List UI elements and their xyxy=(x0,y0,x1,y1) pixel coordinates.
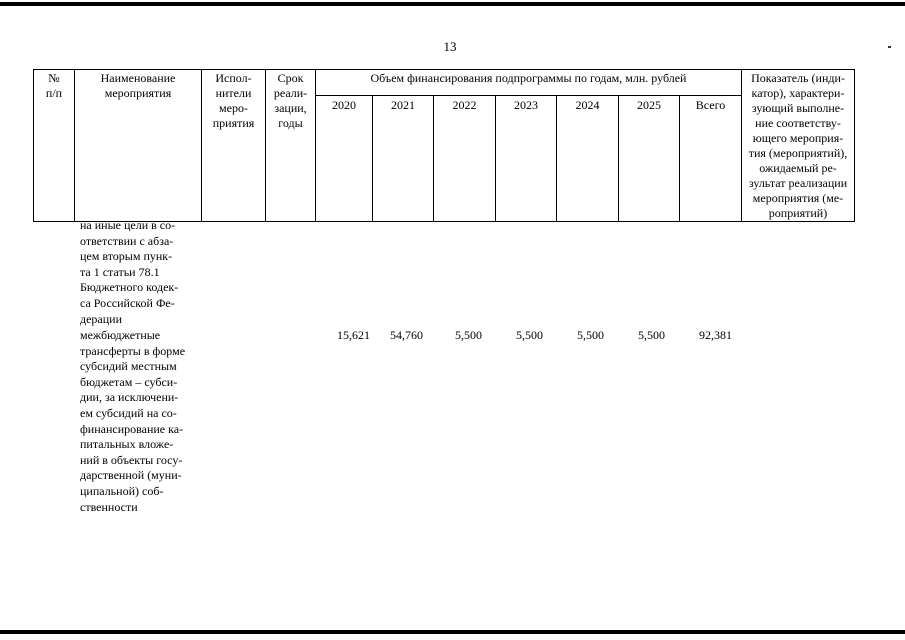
top-border-rule xyxy=(0,2,905,6)
value-total: 92,381 xyxy=(699,328,732,342)
header-total: Всего xyxy=(680,96,742,222)
funding-table-header xyxy=(33,69,855,222)
value-2020: 15,621 xyxy=(337,328,370,342)
page-number: 13 xyxy=(443,39,457,54)
row-2-name: межбюджетные трансферты в форме субсидий местным бюджетам – субси- дии, за исключени- ем субсидий на со- финансирование ка- питальных вложе- ний в объекты госу- дарственной (муни- ципальной) соб- ственности xyxy=(80,328,186,514)
row-1-name: на иные цели в со- ответствии с абза- цем вторым пунк- та 1 статьи 78.1 Бюджетного кодек- са Российской Фе- дерации xyxy=(80,218,179,326)
value-2025: 5,500 xyxy=(638,328,665,342)
header-funding-title: Объем финансирования подпрограммы по годам, млн. рублей xyxy=(316,70,742,96)
header-indicator: Показатель (инди- катор), характери- зующий выполне- ние соответству- ющего мероприя- тия (мероприятий), ожидаемый ре- зультат реализации мероприятия (ме- роприятий) xyxy=(742,70,855,222)
header-year-2021: 2021 xyxy=(373,96,434,222)
value-2021: 54,760 xyxy=(390,328,423,342)
scan-speck xyxy=(888,46,891,48)
header-year-2022: 2022 xyxy=(434,96,496,222)
header-year-2024: 2024 xyxy=(557,96,619,222)
header-name: Наименование мероприятия xyxy=(75,70,202,222)
value-2024: 5,500 xyxy=(577,328,604,342)
bottom-border-rule xyxy=(0,630,905,634)
header-executors: Испол- нители меро- приятия xyxy=(202,70,266,222)
header-number: № п/п xyxy=(34,70,75,222)
header-term: Срок реали- зации, годы xyxy=(266,70,316,222)
header-year-2025: 2025 xyxy=(619,96,680,222)
value-2022: 5,500 xyxy=(455,328,482,342)
header-year-2023: 2023 xyxy=(496,96,557,222)
value-2023: 5,500 xyxy=(516,328,543,342)
header-year-2020: 2020 xyxy=(316,96,373,222)
